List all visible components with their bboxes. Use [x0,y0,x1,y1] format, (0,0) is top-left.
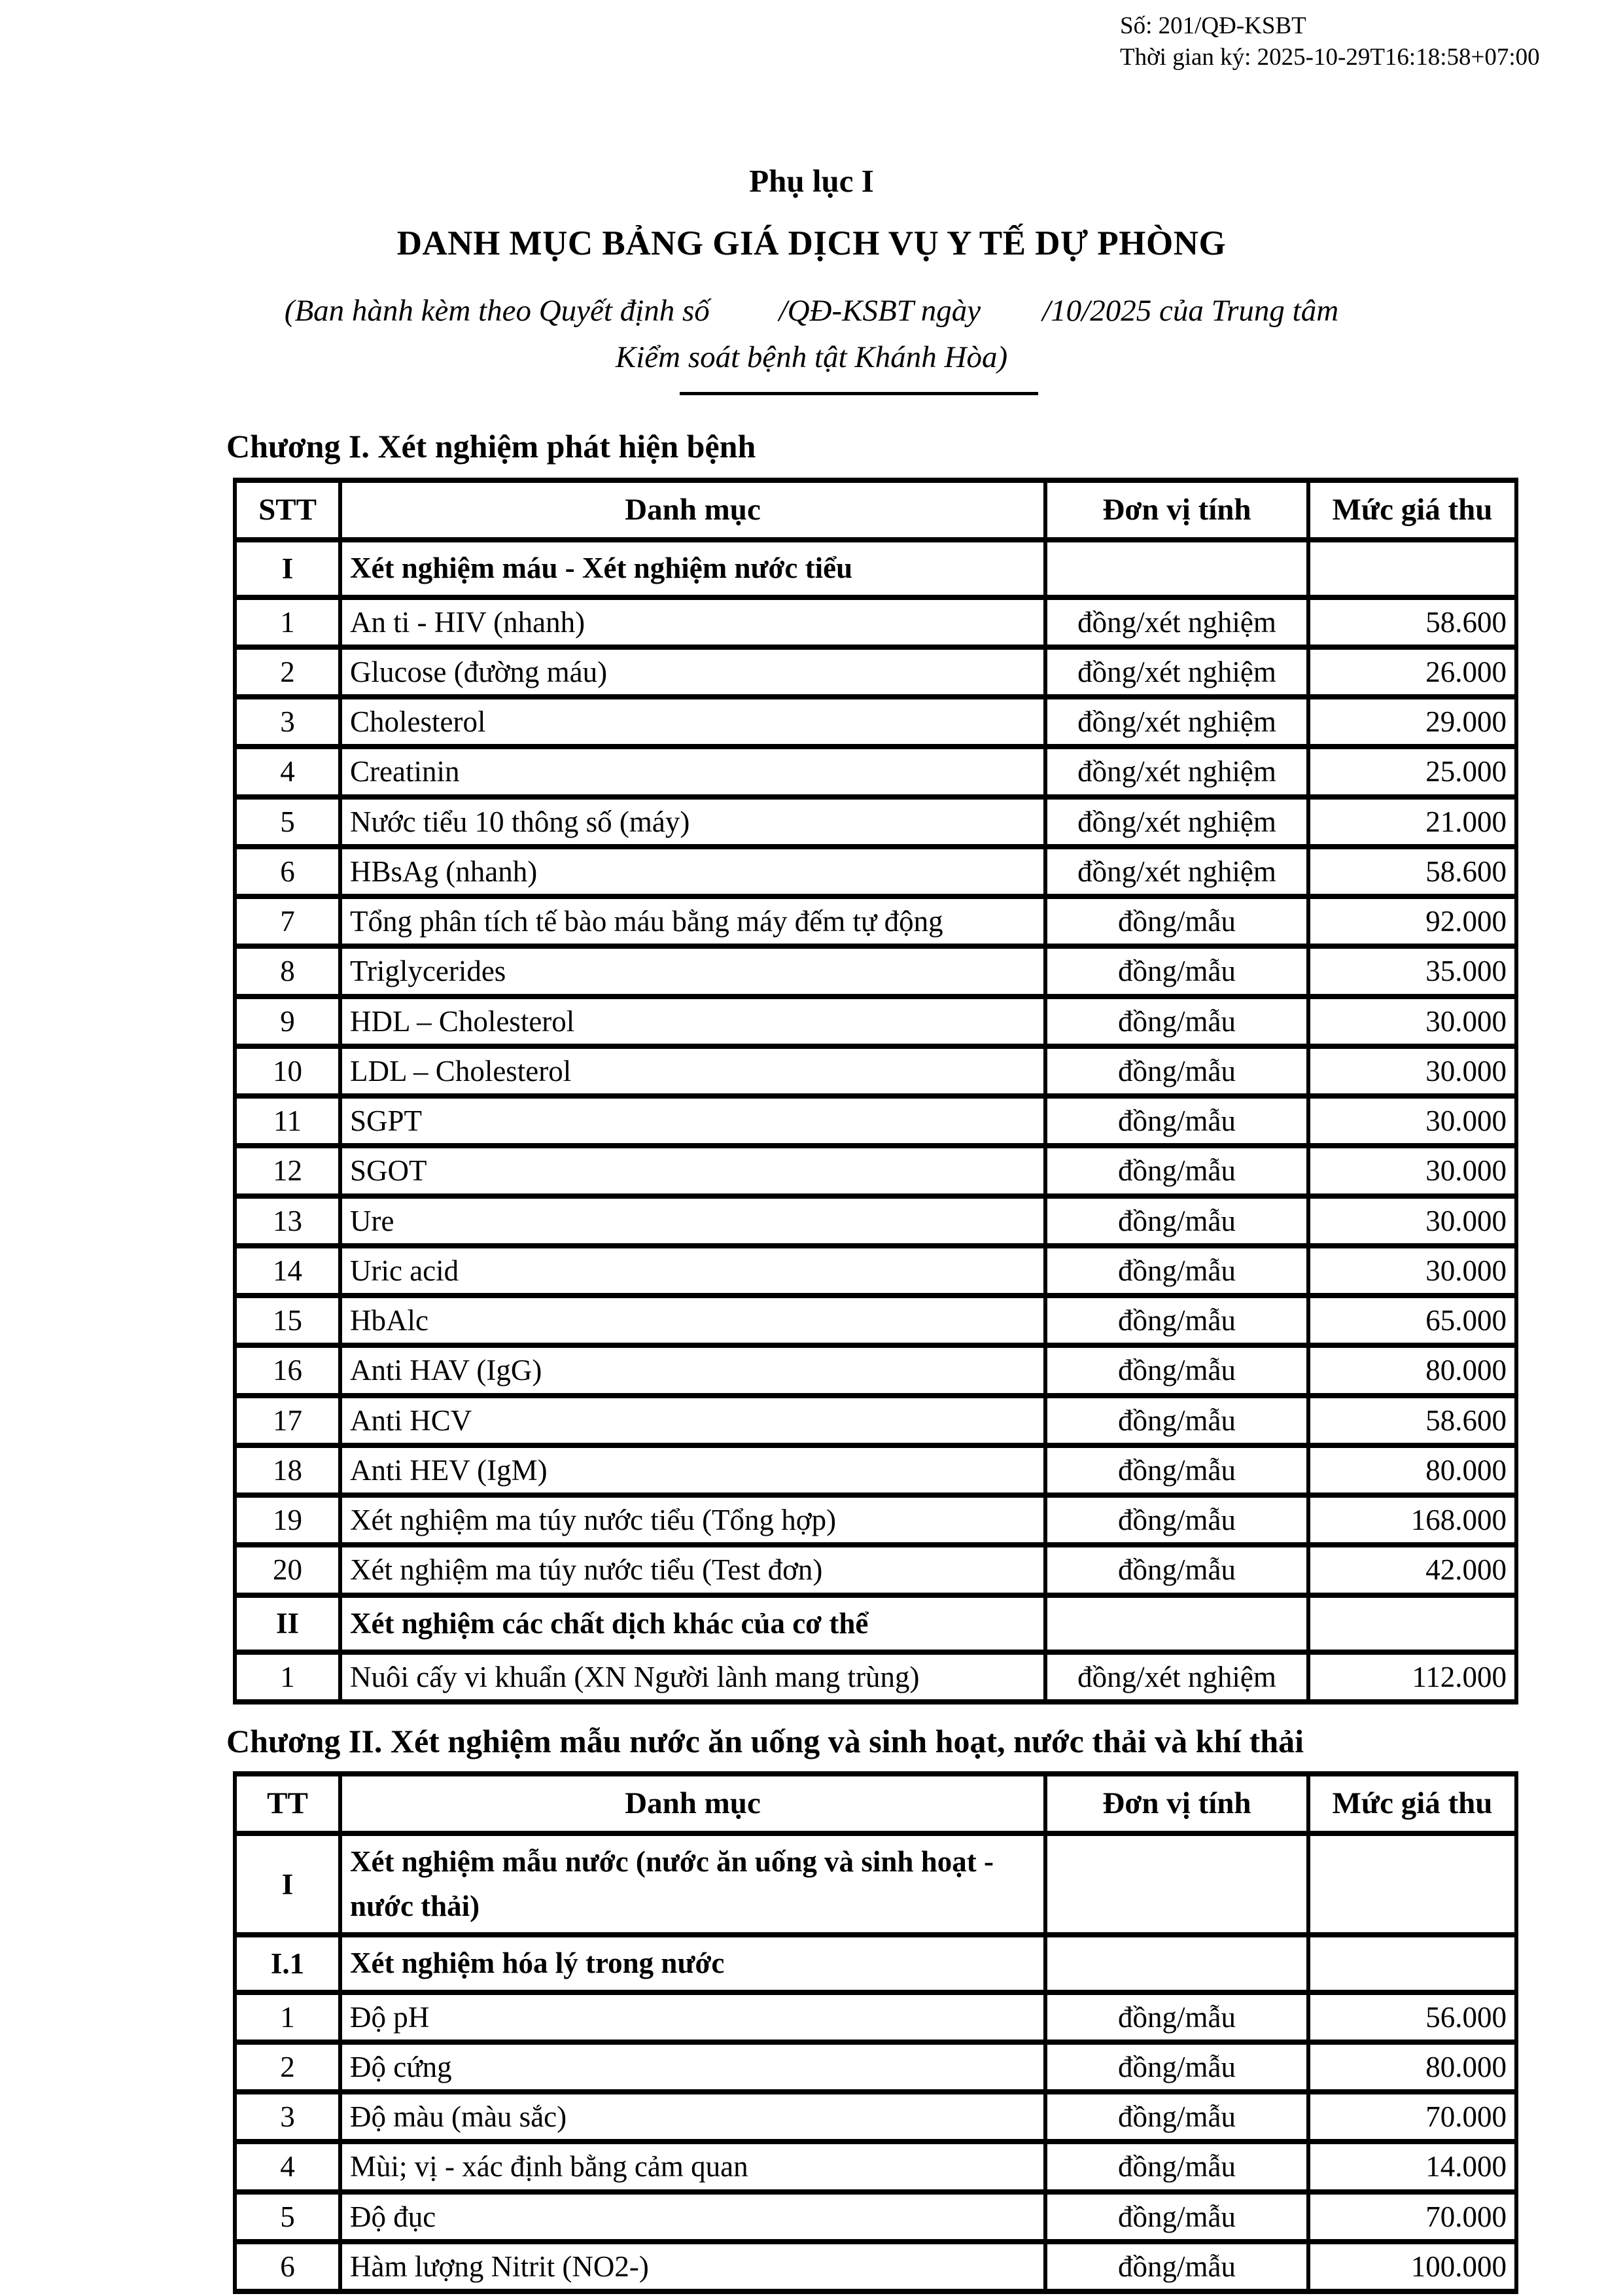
row-index: 8 [235,946,340,996]
signing-meta [1120,10,1540,73]
row-unit: đồng/mẫu [1045,2092,1308,2142]
table-header-row [235,1774,1516,1833]
row-unit: đồng/mẫu [1045,1146,1308,1195]
row-price: 112.000 [1308,1652,1516,1702]
row-unit: đồng/mẫu [1045,1246,1308,1296]
row-price: 30.000 [1308,1046,1516,1096]
row-price: 14.000 [1308,2142,1516,2191]
row-item-name: Creatinin [340,747,1045,796]
row-price: 168.000 [1308,1495,1516,1545]
row-index: 19 [235,1495,340,1545]
row-price: 65.000 [1308,1296,1516,1345]
table-row [235,2242,1516,2291]
issued-by-line-2: Kiểm soát bệnh tật Khánh Hòa) [615,340,1008,374]
row-price: 56.000 [1308,1992,1516,2042]
row-price: 58.600 [1308,847,1516,896]
row-index: 2 [235,2042,340,2092]
column-header-name: Danh mục [340,480,1045,540]
table-row [235,1992,1516,2042]
row-item-name: Anti HAV (IgG) [340,1345,1045,1395]
row-item-name: SGOT [340,1146,1045,1195]
row-price [1308,1833,1516,1935]
column-header-unit: Đơn vị tính [1045,480,1308,540]
row-item-name: Uric acid [340,1246,1045,1296]
row-unit: đồng/xét nghiệm [1045,1652,1308,1702]
row-price: 92.000 [1308,896,1516,946]
row-index: II [235,1595,340,1653]
table-row [235,2092,1516,2142]
row-item-name: An ti - HIV (nhanh) [340,597,1045,647]
row-item-name: Glucose (đường máu) [340,647,1045,697]
row-index: 18 [235,1445,340,1495]
row-index: 9 [235,997,340,1046]
row-item-name: Hàm lượng Nitrit (NO2-) [340,2242,1045,2291]
row-price: 80.000 [1308,1345,1516,1395]
table-row [235,597,1516,647]
row-unit: đồng/mẫu [1045,1495,1308,1545]
row-index: 5 [235,2192,340,2242]
column-header-price: Mức giá thu [1308,480,1516,540]
row-price: 21.000 [1308,797,1516,847]
row-item-name: Xét nghiệm các chất dịch khác của cơ thể [340,1595,1045,1653]
row-item-name: Tổng phân tích tế bào máu bằng máy đếm tự động [340,896,1045,946]
row-unit: đồng/mẫu [1045,1992,1308,2042]
table-row [235,896,1516,946]
row-unit: đồng/xét nghiệm [1045,697,1308,747]
row-price [1308,540,1516,597]
table-row [235,1445,1516,1495]
row-unit: đồng/mẫu [1045,997,1308,1046]
table-row [235,1495,1516,1545]
row-index: 6 [235,847,340,896]
table-row [235,847,1516,896]
document-number: Số: 201/QĐ-KSBT [1120,12,1306,39]
table-row [235,2142,1516,2191]
row-item-name: Độ đục [340,2192,1045,2242]
row-price: 58.600 [1308,1396,1516,1445]
document-title: DANH MỤC BẢNG GIÁ DỊCH VỤ Y TẾ DỰ PHÒNG [396,224,1227,262]
row-price: 35.000 [1308,946,1516,996]
table-row [235,1652,1516,1702]
table-row [235,1396,1516,1445]
chapter-2-heading: Chương II. Xét nghiệm mẫu nước ăn uống và sinh hoạt, nước thải và khí thải [226,1723,1304,1760]
row-index: 16 [235,1345,340,1395]
column-header-unit: Đơn vị tính [1045,1774,1308,1833]
table-row [235,1296,1516,1345]
row-unit [1045,1833,1308,1935]
row-index: I [235,540,340,597]
row-unit: đồng/mẫu [1045,1096,1308,1146]
chapter-2-price-table [233,1771,1518,2294]
row-price: 30.000 [1308,1096,1516,1146]
title-divider [680,392,1038,395]
row-price: 25.000 [1308,747,1516,796]
row-item-name: Triglycerides [340,946,1045,996]
row-item-name: Cholesterol [340,697,1045,747]
row-index: I [235,1833,340,1935]
row-unit: đồng/mẫu [1045,2042,1308,2092]
row-price: 42.000 [1308,1545,1516,1595]
column-header-stt: STT [235,480,340,540]
table-row [235,1196,1516,1246]
row-unit: đồng/xét nghiệm [1045,647,1308,697]
table-row [235,2042,1516,2092]
row-unit: đồng/xét nghiệm [1045,847,1308,896]
row-index: 10 [235,1046,340,1096]
row-price: 30.000 [1308,1246,1516,1296]
section-row [235,540,1516,597]
row-price: 26.000 [1308,647,1516,697]
row-index: 15 [235,1296,340,1345]
column-header-stt: TT [235,1774,340,1833]
row-unit [1045,1595,1308,1653]
appendix-title: Phụ lục I [749,163,874,199]
row-index: 3 [235,2092,340,2142]
row-index: 5 [235,797,340,847]
row-unit: đồng/xét nghiệm [1045,597,1308,647]
row-item-name: Độ màu (màu sắc) [340,2092,1045,2142]
row-unit: đồng/xét nghiệm [1045,747,1308,796]
row-unit: đồng/mẫu [1045,2242,1308,2291]
table-row [235,797,1516,847]
row-unit: đồng/mẫu [1045,1345,1308,1395]
row-index: 13 [235,1196,340,1246]
row-item-name: LDL – Cholesterol [340,1046,1045,1096]
table-row [235,1545,1516,1595]
table-row [235,946,1516,996]
row-price: 70.000 [1308,2192,1516,2242]
row-item-name: Xét nghiệm mẫu nước (nước ăn uống và sinh hoạt - nước thải) [340,1833,1045,1935]
row-item-name: Xét nghiệm hóa lý trong nước [340,1935,1045,1992]
chapter-1-price-table [233,478,1518,1704]
row-index: 12 [235,1146,340,1195]
row-unit: đồng/mẫu [1045,1445,1308,1495]
row-index: 20 [235,1545,340,1595]
table-row [235,1246,1516,1296]
table-row [235,1096,1516,1146]
column-header-price: Mức giá thu [1308,1774,1516,1833]
row-unit: đồng/mẫu [1045,2192,1308,2242]
row-unit: đồng/mẫu [1045,896,1308,946]
section-row [235,1595,1516,1653]
row-price: 30.000 [1308,1146,1516,1195]
row-unit: đồng/xét nghiệm [1045,797,1308,847]
row-item-name: Nước tiểu 10 thông số (máy) [340,797,1045,847]
chapter-1-table-body [235,540,1516,1702]
row-unit: đồng/mẫu [1045,1046,1308,1096]
row-price: 58.600 [1308,597,1516,647]
row-item-name: Anti HCV [340,1396,1045,1445]
row-item-name: Ure [340,1196,1045,1246]
table-row [235,697,1516,747]
row-unit [1045,1935,1308,1992]
table-row [235,997,1516,1046]
row-index: 1 [235,1652,340,1702]
row-index: 6 [235,2242,340,2291]
row-price: 80.000 [1308,2042,1516,2092]
row-unit: đồng/mẫu [1045,1545,1308,1595]
row-index: 4 [235,2142,340,2191]
row-item-name: Xét nghiệm ma túy nước tiểu (Tổng hợp) [340,1495,1045,1545]
chapter-1-heading: Chương I. Xét nghiệm phát hiện bệnh [226,428,756,465]
row-price: 100.000 [1308,2242,1516,2291]
row-unit [1045,540,1308,597]
table-row [235,1146,1516,1195]
row-item-name: HbAlc [340,1296,1045,1345]
row-index: I.1 [235,1935,340,1992]
row-price: 29.000 [1308,697,1516,747]
row-price [1308,1935,1516,1992]
row-item-name: Độ pH [340,1992,1045,2042]
table-row [235,1046,1516,1096]
row-index: 4 [235,747,340,796]
row-item-name: Anti HEV (IgM) [340,1445,1045,1495]
row-item-name: Mùi; vị - xác định bằng cảm quan [340,2142,1045,2191]
section-row [235,1935,1516,1992]
row-unit: đồng/mẫu [1045,1196,1308,1246]
row-price: 30.000 [1308,1196,1516,1246]
row-item-name: Độ cứng [340,2042,1045,2092]
row-index: 11 [235,1096,340,1146]
column-header-name: Danh mục [340,1774,1045,1833]
table-header-row [235,480,1516,540]
row-item-name: Nuôi cấy vi khuẩn (XN Người lành mang trùng) [340,1652,1045,1702]
row-item-name: SGPT [340,1096,1045,1146]
row-index: 2 [235,647,340,697]
row-item-name: HDL – Cholesterol [340,997,1045,1046]
row-price: 70.000 [1308,2092,1516,2142]
row-unit: đồng/mẫu [1045,2142,1308,2191]
table-row [235,2192,1516,2242]
row-index: 1 [235,1992,340,2042]
row-unit: đồng/mẫu [1045,1296,1308,1345]
row-index: 1 [235,597,340,647]
row-price: 30.000 [1308,997,1516,1046]
row-index: 3 [235,697,340,747]
row-index: 17 [235,1396,340,1445]
table-row [235,647,1516,697]
row-item-name: HBsAg (nhanh) [340,847,1045,896]
table-row [235,747,1516,796]
row-index: 7 [235,896,340,946]
row-price [1308,1595,1516,1653]
row-item-name: Xét nghiệm máu - Xét nghiệm nước tiểu [340,540,1045,597]
row-unit: đồng/mẫu [1045,1396,1308,1445]
issued-by-line-1: (Ban hành kèm theo Quyết định số /QĐ-KSBT ngày /10/2025 của Trung tâm [284,294,1339,328]
row-price: 80.000 [1308,1445,1516,1495]
signing-timestamp: Thời gian ký: 2025-10-29T16:18:58+07:00 [1120,44,1540,71]
table-row [235,1345,1516,1395]
chapter-2-table-body [235,1833,1516,2291]
section-row [235,1833,1516,1935]
row-item-name: Xét nghiệm ma túy nước tiểu (Test đơn) [340,1545,1045,1595]
row-index: 14 [235,1246,340,1296]
row-unit: đồng/mẫu [1045,946,1308,996]
